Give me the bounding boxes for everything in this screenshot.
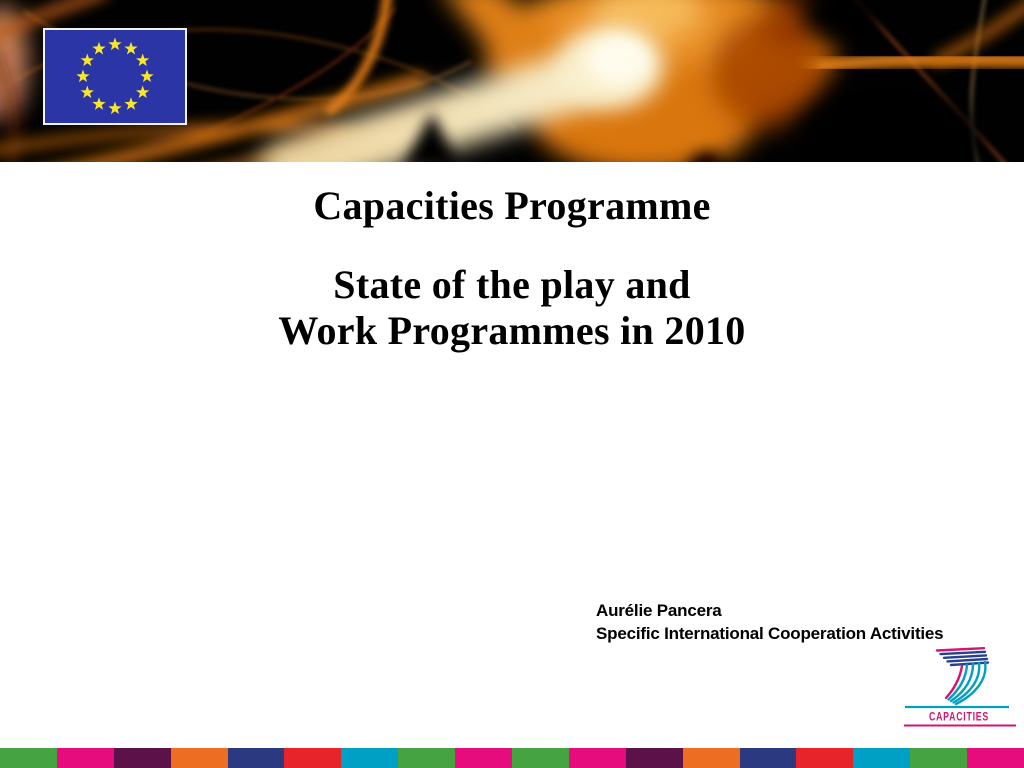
- header-banner: [0, 0, 1024, 162]
- fp7-capacities-logo: [903, 646, 1018, 738]
- stripe-segment: [57, 748, 114, 768]
- stripe-segment: [683, 748, 740, 768]
- stripe-segment: [398, 748, 455, 768]
- stripe-segment: [228, 748, 285, 768]
- stripe-segment: [569, 748, 626, 768]
- stripe-segment: [341, 748, 398, 768]
- stripe-segment: [0, 748, 57, 768]
- stripe-segment: [455, 748, 512, 768]
- slide-title: Capacities Programme: [313, 183, 711, 228]
- author-role: Specific International Cooperation Activities: [596, 624, 944, 643]
- stripe-segment: [512, 748, 569, 768]
- subtitle-line-1: State of the play and: [333, 262, 691, 307]
- fp7-seven-icon: [937, 648, 988, 704]
- subtitle-line-2: Work Programmes in 2010: [278, 308, 746, 353]
- stripe-segment: [284, 748, 341, 768]
- stripe-segment: [910, 748, 967, 768]
- stripe-segment: [740, 748, 797, 768]
- author-block: [596, 599, 943, 645]
- stripe-segment: [626, 748, 683, 768]
- stripe-segment: [796, 748, 853, 768]
- author-name: Aurélie Pancera: [596, 601, 722, 620]
- footer-color-stripe: [0, 748, 1024, 768]
- stripe-segment: [853, 748, 910, 768]
- stripe-segment: [967, 748, 1024, 768]
- stripe-segment: [171, 748, 228, 768]
- eu-flag: [43, 28, 187, 125]
- stripe-segment: [114, 748, 171, 768]
- slide-subtitle: [0, 262, 1024, 354]
- fp7-logo-label: CAPACITIES: [929, 711, 989, 724]
